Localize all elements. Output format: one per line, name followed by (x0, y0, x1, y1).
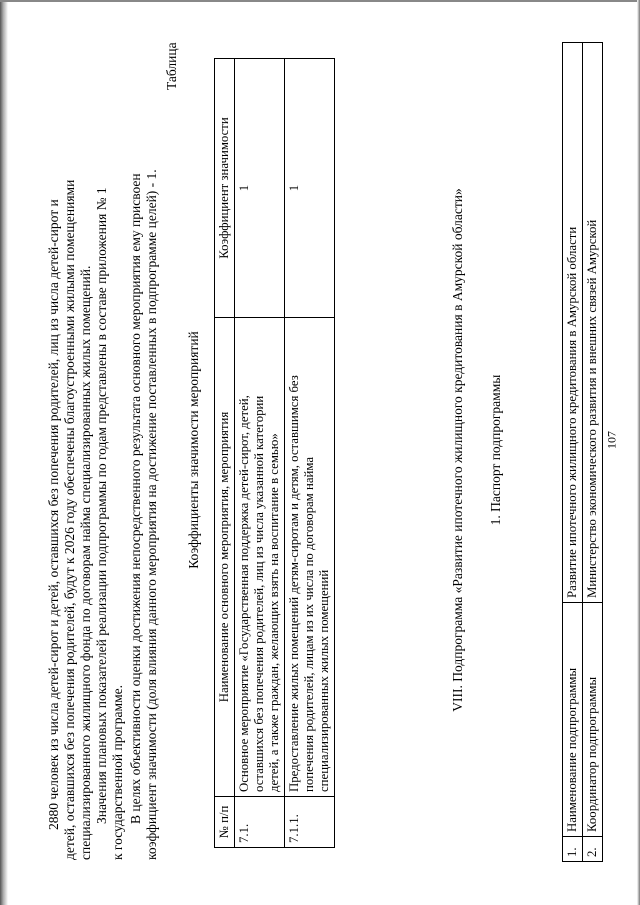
row-coef: 1 (235, 59, 285, 318)
passport-label: Наименование подпрограммы (563, 603, 583, 837)
page-number: 107 (604, 431, 619, 449)
row-name-line: оставшихся без попечения родителей, лиц из числа указанной категории (252, 395, 266, 792)
row-name (235, 318, 285, 797)
intro-line-2: детей, оставшихся без попечения родителей, будут к 2026 году обеспечены благоустроенными жилыми помещениями (62, 179, 77, 860)
intro-line-3: специализированного жилищного фонда по договорам найма специализированных жилых помещений. (78, 265, 93, 860)
rotated-page-content (40, 20, 640, 880)
passport-label: Координатор подпрограммы (583, 603, 603, 837)
row-coef: 1 (285, 59, 335, 318)
header-name: Наименование основного мероприятия, мероприятия (215, 318, 235, 797)
objectivity-line-2: коэффициент значимости (доля влияния данного мероприятия на достижение поставленных в подпрограмме целей) - 1. (144, 169, 159, 860)
objectivity-paragraph (128, 45, 160, 860)
significance-table (214, 58, 335, 848)
values-line-2: к государственной программе. (110, 685, 125, 860)
passport-title: 1. Паспорт подпрограммы (488, 374, 503, 526)
passport-num: 1. (563, 837, 583, 862)
header-num: № п/п (215, 797, 235, 848)
passport-value: Министерство экономического развития и внешних связей Амурской (583, 43, 603, 603)
header-coef: Коэффициент значимости (215, 59, 235, 318)
row-name-line: специализированных жилых помещений (317, 569, 331, 792)
values-line-1: Значения плановых показателей реализации подпрограммы по годам представлены в составе приложения № 1 (94, 187, 109, 824)
table-title: Коэффициенты значимости мероприятий (186, 331, 201, 569)
row-name-line: попечения родителей, лицам из их числа по договорам найма (302, 456, 316, 792)
table-caption: Таблица (164, 42, 179, 90)
objectivity-line-1: В целях объективности оценки достижения непосредственного результата основного мероприятия ему присвоен (128, 173, 143, 824)
row-name-line: Предоставление жилых помещений детям-сиротам и детям, оставшимся без (287, 375, 301, 792)
passport-row (583, 43, 603, 862)
row-num: 7.1.1. (285, 797, 335, 848)
row-name-line: Основное мероприятие «Государственная поддержка детей-сирот, детей, (237, 395, 251, 792)
passport-table (562, 42, 603, 862)
table-row (235, 59, 285, 848)
intro-paragraph (46, 45, 94, 860)
row-num: 7.1. (235, 797, 285, 848)
passport-num: 2. (583, 837, 603, 862)
section-title: VIII. Подпрограмма «Развитие ипотечного жилищного кредитования в Амурской области» (450, 188, 465, 712)
scan-edge-left (0, 0, 8, 905)
scan-edge-top (0, 0, 640, 2)
passport-value: Развитие ипотечного жилищного кредитования в Амурской области (563, 43, 583, 603)
table-row (285, 59, 335, 848)
passport-row (563, 43, 583, 862)
table-header-row (215, 59, 235, 848)
intro-line-1: 2880 человек из числа детей-сирот и детей, оставшихся без попечения родителей, лиц из числа детей-сирот и (46, 199, 61, 830)
values-paragraph (94, 45, 126, 860)
row-name-line: детей, а также граждан, желающих взять на воспитание в семью» (267, 433, 281, 792)
row-name (285, 318, 335, 797)
